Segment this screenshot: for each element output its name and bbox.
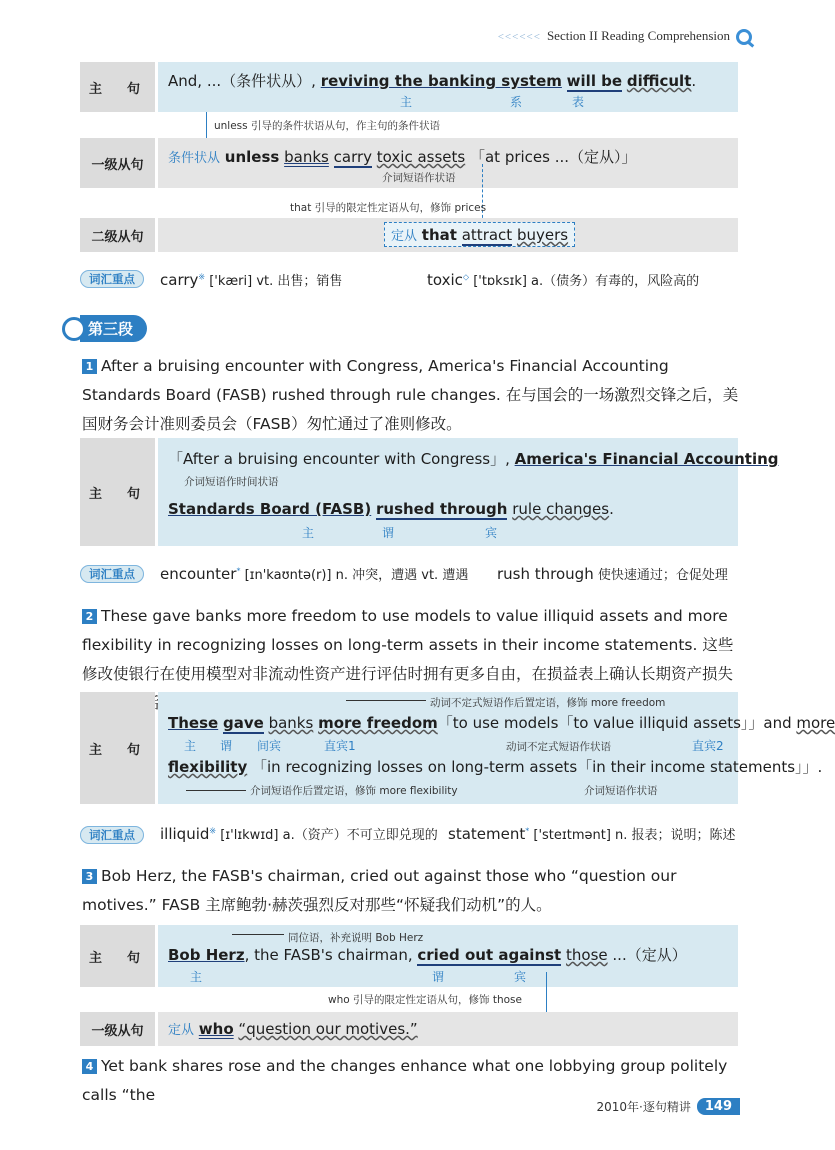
- vocab-item: illiquid※ [ɪ'lɪkwɪd] a.（资产）不可立即兑现的: [160, 825, 438, 843]
- annotation-note: 介词短语作状语: [584, 785, 658, 797]
- header-title: Section II Reading Comprehension: [546, 28, 730, 43]
- vocab-item: carry※ ['kæri] vt. 出售；销售: [160, 271, 343, 289]
- mark-verb: 谓: [382, 526, 395, 540]
- mark-direct-object-2: 直宾2: [692, 739, 724, 753]
- connector-line: [232, 934, 284, 935]
- annotation-note: 动词不定式短语作后置定语，修饰 more freedom: [430, 697, 666, 709]
- vocab-item: statement* ['steɪtmənt] n. 报表；说明；陈述: [448, 825, 736, 843]
- section-title: 第三段: [80, 315, 147, 342]
- page-footer: [597, 1098, 741, 1115]
- vocab-row: [80, 268, 144, 287]
- annotation-note: 同位语，补充说明 Bob Herz: [288, 932, 424, 944]
- header-arrows: <<<<<<: [497, 31, 541, 43]
- main-clause-label: 主 句: [80, 692, 155, 804]
- mark-indirect-object: 间宾: [257, 739, 282, 753]
- annotation-note: 介词短语作时间状语: [184, 476, 279, 488]
- vocab-row: [80, 563, 144, 582]
- running-header: [498, 28, 752, 45]
- vocab-tag: 词汇重点: [80, 565, 144, 583]
- mark-subject: 主: [302, 526, 315, 540]
- mark-subject: 主: [400, 95, 413, 109]
- vocab-tag: 词汇重点: [80, 270, 144, 288]
- mark-predicative: 表: [572, 95, 585, 109]
- annotation-note: who 引导的限定性定语从句，修饰 those: [328, 994, 522, 1006]
- level2-clause-text: 定从 that attract buyers: [384, 222, 575, 247]
- main-clause-line1: These gave banks more freedom「to use models「to value illiquid assets」」and more: [168, 714, 835, 732]
- main-clause-text: Bob Herz, the FASB's chairman, cried out against those ...（定从）: [168, 946, 687, 964]
- annotation-note: unless 引导的条件状语从句，作主句的条件状语: [214, 120, 440, 132]
- footer-text: 2010年·逐句精讲: [596, 1100, 691, 1114]
- mark-subject: 主: [190, 970, 203, 984]
- section-heading: [62, 315, 147, 342]
- search-icon: [736, 29, 752, 45]
- vocab-item: encounter* [ɪn'kaʊntə(r)] n. 冲突，遭遇 vt. 遭遇: [160, 565, 469, 583]
- level1-clause-text: 定从 who “question our motives.”: [168, 1020, 418, 1038]
- annotation-note: 介词短语作状语: [382, 172, 456, 184]
- level2-clause-label: 二级从句: [80, 218, 155, 252]
- mark-verb: 谓: [432, 970, 445, 984]
- main-clause-text: And, ...（条件状从）, reviving the banking system will be difficult.: [168, 72, 697, 90]
- paragraph-3: 3 Bob Herz, the FASB's chairman, cried out against those who “question our motives.” FASB 主席鲍勃·赫茨强烈反对那些“怀疑我们动机”的人。: [82, 867, 677, 914]
- annotation-note: that 引导的限定性定语从句，修饰 prices: [290, 202, 487, 214]
- paragraph-2: 2 These gave banks more freedom to use models to value illiquid assets and more flexibility in recognizing losses on long-term assets in their income statements. 这些修改使银行在使用模型对非流动性资产进行评估时拥有更多自由，在损益表上确认长期资产损失: [82, 607, 734, 683]
- vocab-item: rush through 使快速通过；仓促处理: [497, 565, 728, 583]
- vocab-item: toxic◇ ['tɒksɪk] a.（债务）有毒的，风险高的: [427, 271, 700, 289]
- main-clause-label: 主 句: [80, 925, 155, 987]
- search-icon: [62, 317, 86, 341]
- mark-object: 宾: [485, 526, 498, 540]
- paragraph-4: 4 Yet bank shares rose and the changes enhance what one lobbying group politely calls “the: [82, 1057, 728, 1104]
- connector-line: [186, 790, 246, 791]
- mark-verb: 系: [510, 95, 523, 109]
- mark-object: 宾: [514, 970, 527, 984]
- main-clause-label: 主 句: [80, 438, 155, 546]
- level1-clause-text: 条件状从 unless banks carry toxic assets 「at prices ...（定从）」: [168, 148, 637, 166]
- main-clause-line2: Standards Board (FASB) rushed through rule changes.: [168, 500, 614, 518]
- annotation-note: 动词不定式短语作状语: [506, 741, 611, 753]
- mark-verb: 谓: [220, 739, 233, 753]
- main-clause-line1: 「After a bruising encounter with Congress」, America's Financial Accounting: [168, 450, 779, 468]
- vocab-row: [80, 824, 144, 843]
- paragraph-1: 1 After a bruising encounter with Congress, America's Financial Accounting Standards Board (FASB) rushed through rule changes. 在与国会的一场激烈交锋之后，美国财务会计准则委员会（FASB）匆忙通过了准则修改。: [82, 357, 739, 433]
- connector-line: [206, 112, 207, 138]
- main-clause-line2: flexibility 「in recognizing losses on long-term assets「in their income statements」」.: [168, 758, 823, 776]
- level1-clause-label: 一级从句: [80, 138, 155, 188]
- mark-direct-object-1: 直宾1: [324, 739, 356, 753]
- connector-line: [346, 700, 426, 701]
- annotation-note: 介词短语作后置定语，修饰 more flexibility: [250, 785, 458, 797]
- level1-clause-label: 一级从句: [80, 1012, 155, 1046]
- vocab-tag: 词汇重点: [80, 826, 144, 844]
- mark-subject: 主: [184, 739, 197, 753]
- main-clause-label: 主 句: [80, 62, 155, 112]
- page-number: 149: [697, 1098, 740, 1115]
- connector-line: [546, 972, 547, 1012]
